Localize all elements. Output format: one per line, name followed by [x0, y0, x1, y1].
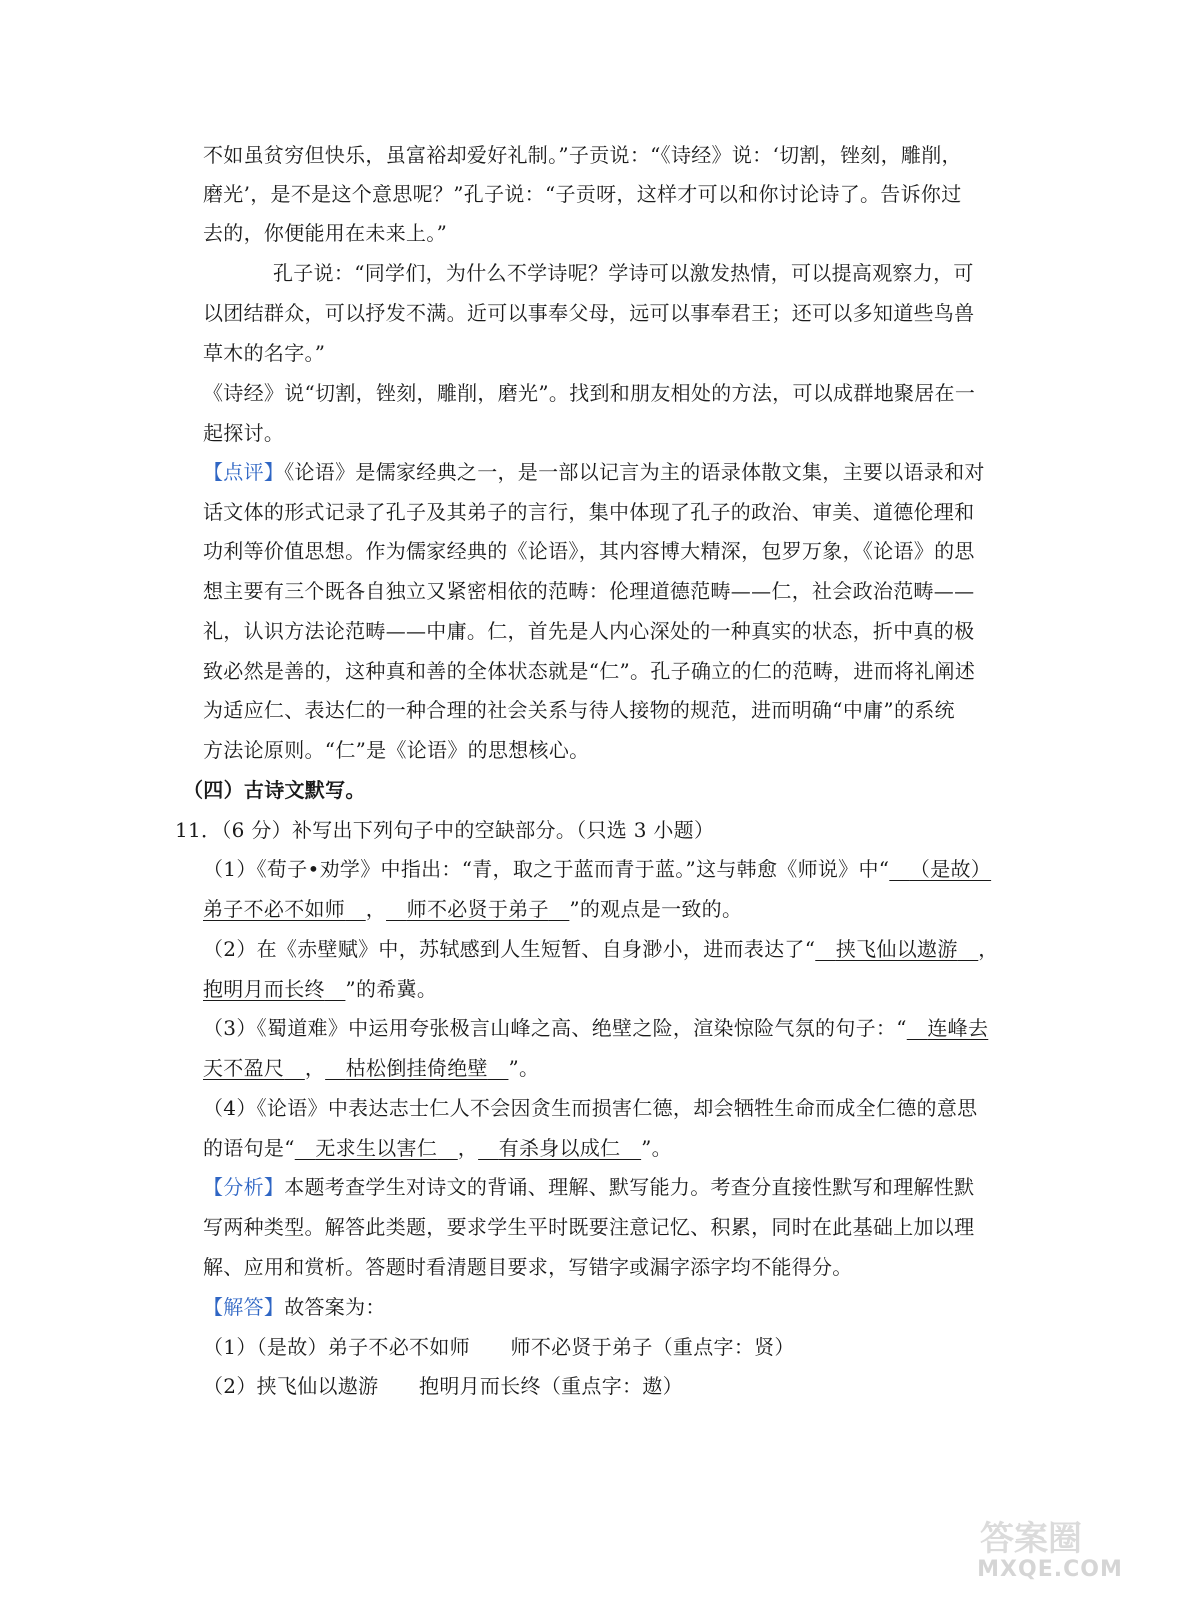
question-item-2-cont: 抱明月而长终 ”的希冀。	[203, 977, 438, 1001]
answer-tag: 【解答】	[203, 1295, 285, 1319]
answer-blank: 连峰去	[927, 1016, 989, 1040]
text-line: 磨光’，是不是这个意思呢？”孔子说：“子贡呀，这样才可以和你讨论诗了。告诉你过	[203, 182, 962, 206]
answer-blank: 抱明月而长终	[203, 977, 325, 1001]
comment-line: 礼，认识方法论范畴——中庸。仁，首先是人内心深处的一种真实的状态，折中真的极	[203, 619, 975, 643]
answer-line: （1）（是故）弟子不必不如师 师不必贤于弟子（重点字：贤）	[203, 1335, 795, 1359]
comment-line: 【点评】《论语》是儒家经典之一，是一部以记言为主的语录体散文集，主要以语录和对	[203, 460, 985, 484]
question-text: （6 分）补写出下列句子中的空缺部分。（只选 3 小题）	[221, 818, 715, 842]
answer-header: 【解答】故答案为：	[203, 1295, 386, 1319]
answer-blank: 有杀身以成仁	[498, 1136, 621, 1160]
question-item-1-cont: 弟子不必不如师 ， 师不必贤于弟子 ”的观点是一致的。	[203, 897, 743, 921]
question-header	[175, 817, 955, 843]
answer-blank: 师不必贤于弟子	[406, 897, 549, 921]
answer-blank: 枯松倒挂倚绝壁	[345, 1056, 488, 1080]
question-item-4-cont: 的语句是“ 无求生以害仁 ， 有杀身以成仁 ”。	[203, 1136, 672, 1160]
svg-text:答案圈: 答案圈	[980, 1519, 1082, 1559]
text-line: 草木的名字。”	[203, 341, 326, 365]
comment-line: 为适应仁、表达仁的一种合理的社会关系与待人接物的规范，进而明确“中庸”的系统	[203, 698, 955, 722]
analysis-line: 【分析】本题考查学生对诗文的背诵、理解、默写能力。考查分直接性默写和理解性默	[203, 1175, 975, 1199]
analysis-line: 解、应用和赏析。答题时看清题目要求，写错字或漏字添字均不能得分。	[203, 1255, 853, 1279]
question-item-3-cont: 天不盈尺 ， 枯松倒挂倚绝壁 ”。	[203, 1056, 540, 1080]
analysis-tag: 【分析】	[203, 1175, 285, 1199]
answer-line: （2）挟飞仙以遨游 抱明月而长终（重点字：遨）	[203, 1374, 683, 1398]
answer-blank: 弟子不必不如师	[203, 897, 346, 921]
text-line: 以团结群众，可以抒发不满。近可以事奉父母，远可以事奉君王；还可以多知道些鸟兽	[203, 301, 975, 325]
text-line: 孔子说：“同学们，为什么不学诗呢？学诗可以激发热情，可以提高观察力，可	[273, 261, 974, 285]
comment-line: 话文体的形式记录了孔子及其弟子的言行，集中体现了孔子的政治、审美、道德伦理和	[203, 500, 975, 524]
answer-circle-logo-icon	[950, 1512, 1150, 1560]
text-line: 不如虽贫穷但快乐，虽富裕却爱好礼制。”子贡说：“《诗经》说：‘切割，锉刻，雕削，	[203, 143, 962, 167]
analysis-line: 写两种类型。解答此类题，要求学生平时既要注意记忆、积累，同时在此基础上加以理	[203, 1215, 975, 1239]
answer-blank: 挟飞仙以遨游	[835, 937, 958, 961]
answer-blank: 天不盈尺	[203, 1056, 285, 1080]
text-line: 去的，你便能用在未来上。”	[203, 221, 448, 245]
question-number: 11．	[175, 818, 222, 842]
comment-line: 致必然是善的，这种真和善的全体状态就是“仁”。孔子确立的仁的范畴，进而将礼阐述	[203, 659, 976, 683]
question-item-2: （2）在《赤壁赋》中，苏轼感到人生短暂、自身渺小，进而表达了“ 挟飞仙以遨游 ，	[203, 937, 999, 961]
question-item-4: （4）《论语》中表达志士仁人不会因贪生而损害仁德，却会牺牲生命而成全仁德的意思	[203, 1096, 978, 1120]
question-item-1: （1）《荀子•劝学》中指出：“青，取之于蓝而青于蓝。”这与韩愈《师说》中“ （是故）	[203, 857, 992, 881]
watermark-text: MXQE.COM	[977, 1557, 1123, 1582]
comment-line: 想主要有三个既各自独立又紧密相依的范畴：伦理道德范畴——仁，社会政治范畴——	[203, 579, 975, 603]
comment-line: 功利等价值思想。作为儒家经典的《论语》，其内容博大精深，包罗万象，《论语》的思	[203, 539, 975, 563]
watermark-logo	[950, 1512, 1150, 1582]
answer-blank: 无求生以害仁	[315, 1136, 438, 1160]
question-item-3: （3）《蜀道难》中运用夸张极言山峰之高、绝壁之险，渲染惊险气氛的句子：“ 连峰去	[203, 1016, 989, 1040]
text-line: 起探讨。	[203, 421, 285, 445]
comment-line: 方法论原则。“仁”是《论语》的思想核心。	[203, 738, 590, 762]
text-line: 《诗经》说“切割，锉刻，雕削，磨光”。找到和朋友相处的方法，可以成群地聚居在一	[203, 381, 976, 405]
section-title: （四）古诗文默写。	[183, 778, 366, 802]
answer-blank: （是故）	[909, 857, 992, 881]
comment-tag: 【点评】	[203, 460, 285, 484]
